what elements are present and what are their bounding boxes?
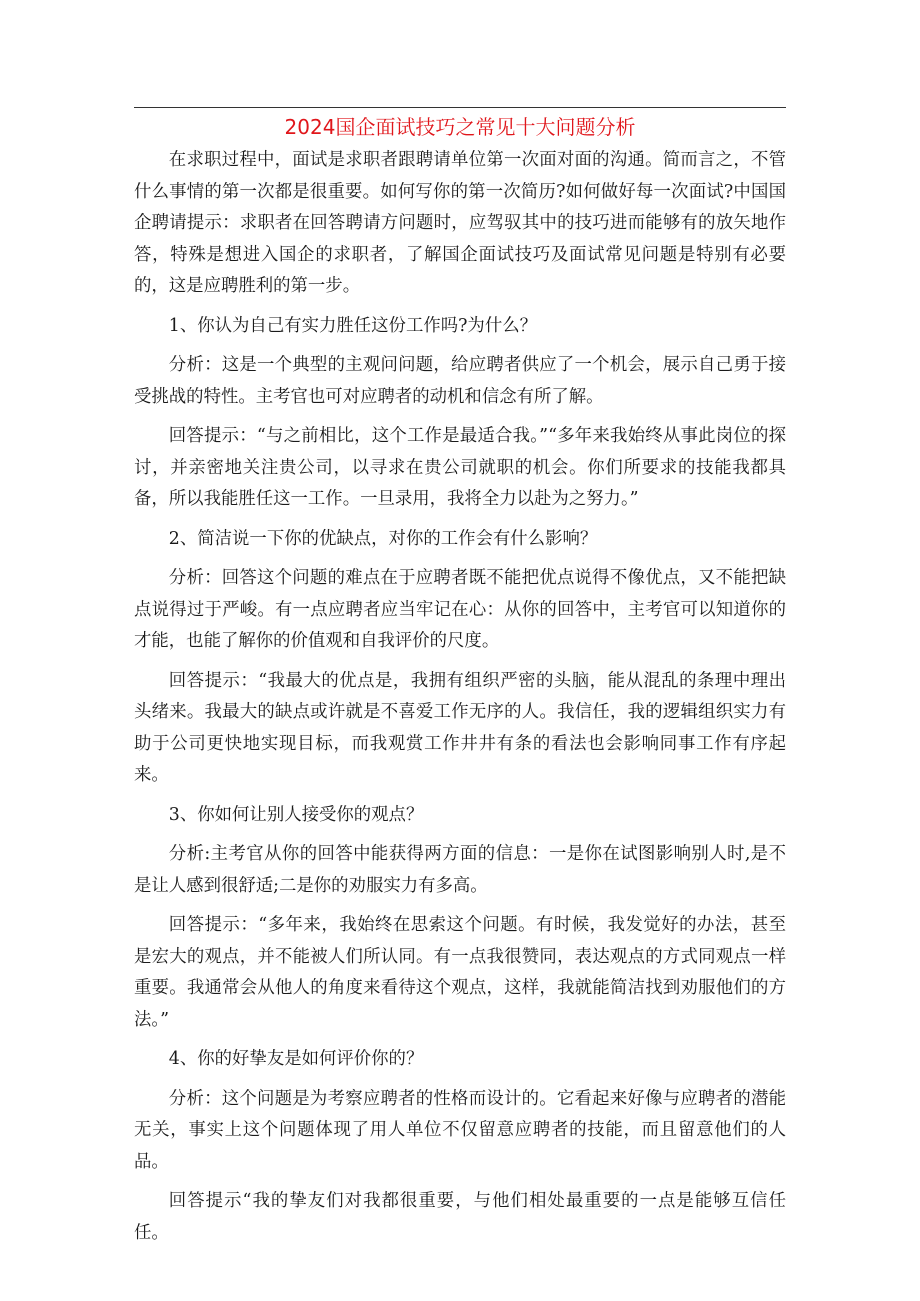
analysis-2: 分析：回答这个问题的难点在于应聘者既不能把优点说得不像优点，又不能把缺点说得过于严峻。有一点应聘者应当牢记在心：从你的回答中，主考官可以知道你的才能，也能了解你的价值观和自我评价的尺度。: [134, 568, 786, 651]
document-title: 2024国企面试技巧之常见十大问题分析: [284, 115, 636, 139]
question-3: 3、你如何让别人接受你的观点？: [168, 804, 424, 825]
analysis-1: 分析：这是一个典型的主观问问题，给应聘者供应了一个机会，展示自己勇于接受挑战的特性。主考官也可对应聘者的动机和信念有所了解。: [134, 355, 786, 407]
document-body: [134, 145, 786, 1257]
answer-tip-3: 回答提示：“多年来，我始终在思索这个问题。有时候，我发觉好的办法，甚至是宏大的观点，并不能被人们所认同。有一点我很赞同，表达观点的方式同观点一样重要。我通常会从他人的角度来看待这个观点，这样，我就能简洁找到劝服他们的方法。”: [134, 915, 786, 1030]
intro-paragraph: 在求职过程中，面试是求职者跟聘请单位第一次面对面的沟通。简而言之，不管什么事情的第一次都是很重要。如何写你的第一次简历?如何做好每一次面试?中国国企聘请提示：求职者在回答聘请方问题时，应驾驭其中的技巧进而能够有的放矢地作答，特殊是想进入国企的求职者，了解国企面试技巧及面试常见问题是特别有必要的，这是应聘胜利的第一步。: [134, 150, 786, 296]
header-rule: [134, 107, 786, 108]
answer-tip-4: 回答提示“我的挚友们对我都很重要，与他们相处最重要的一点是能够互信任任。: [134, 1191, 786, 1243]
question-4: 4、你的好挚友是如何评价你的？: [168, 1049, 424, 1069]
answer-tip-1: 回答提示：“与之前相比，这个工作是最适合我。”“多年来我始终从事此岗位的探讨，并亲密地关注贵公司，以寻求在贵公司就职的机会。你们所要求的技能我都具备，所以我能胜任这一工作。一旦录用，我将全力以赴为之努力。”: [134, 426, 786, 509]
analysis-4: 分析：这个问题是为考察应聘者的性格而设计的。它看起来好像与应聘者的潜能无关，事实上这个问题体现了用人单位不仅留意应聘者的技能，而且留意他们的人品。: [134, 1088, 786, 1172]
question-2: 2、简洁说一下你的优缺点，对你的工作会有什么影响？: [168, 528, 598, 549]
question-1: 1、你认为自己有实力胜任这份工作吗?为什么？: [168, 315, 537, 336]
analysis-3: 分析:主考官从你的回答中能获得两方面的信息：一是你在试图影响别人时,是不是让人感到很舒适;二是你的劝服实力有多高。: [134, 844, 786, 896]
answer-tip-2: 回答提示：“我最大的优点是，我拥有组织严密的头脑，能从混乱的条理中理出头绪来。我最大的缺点或许就是不喜爱工作无序的人。我信任，我的逻辑组织实力有助于公司更快地实现目标，而我观赏工作井井有条的看法也会影响同事工作有序起来。: [134, 670, 786, 785]
